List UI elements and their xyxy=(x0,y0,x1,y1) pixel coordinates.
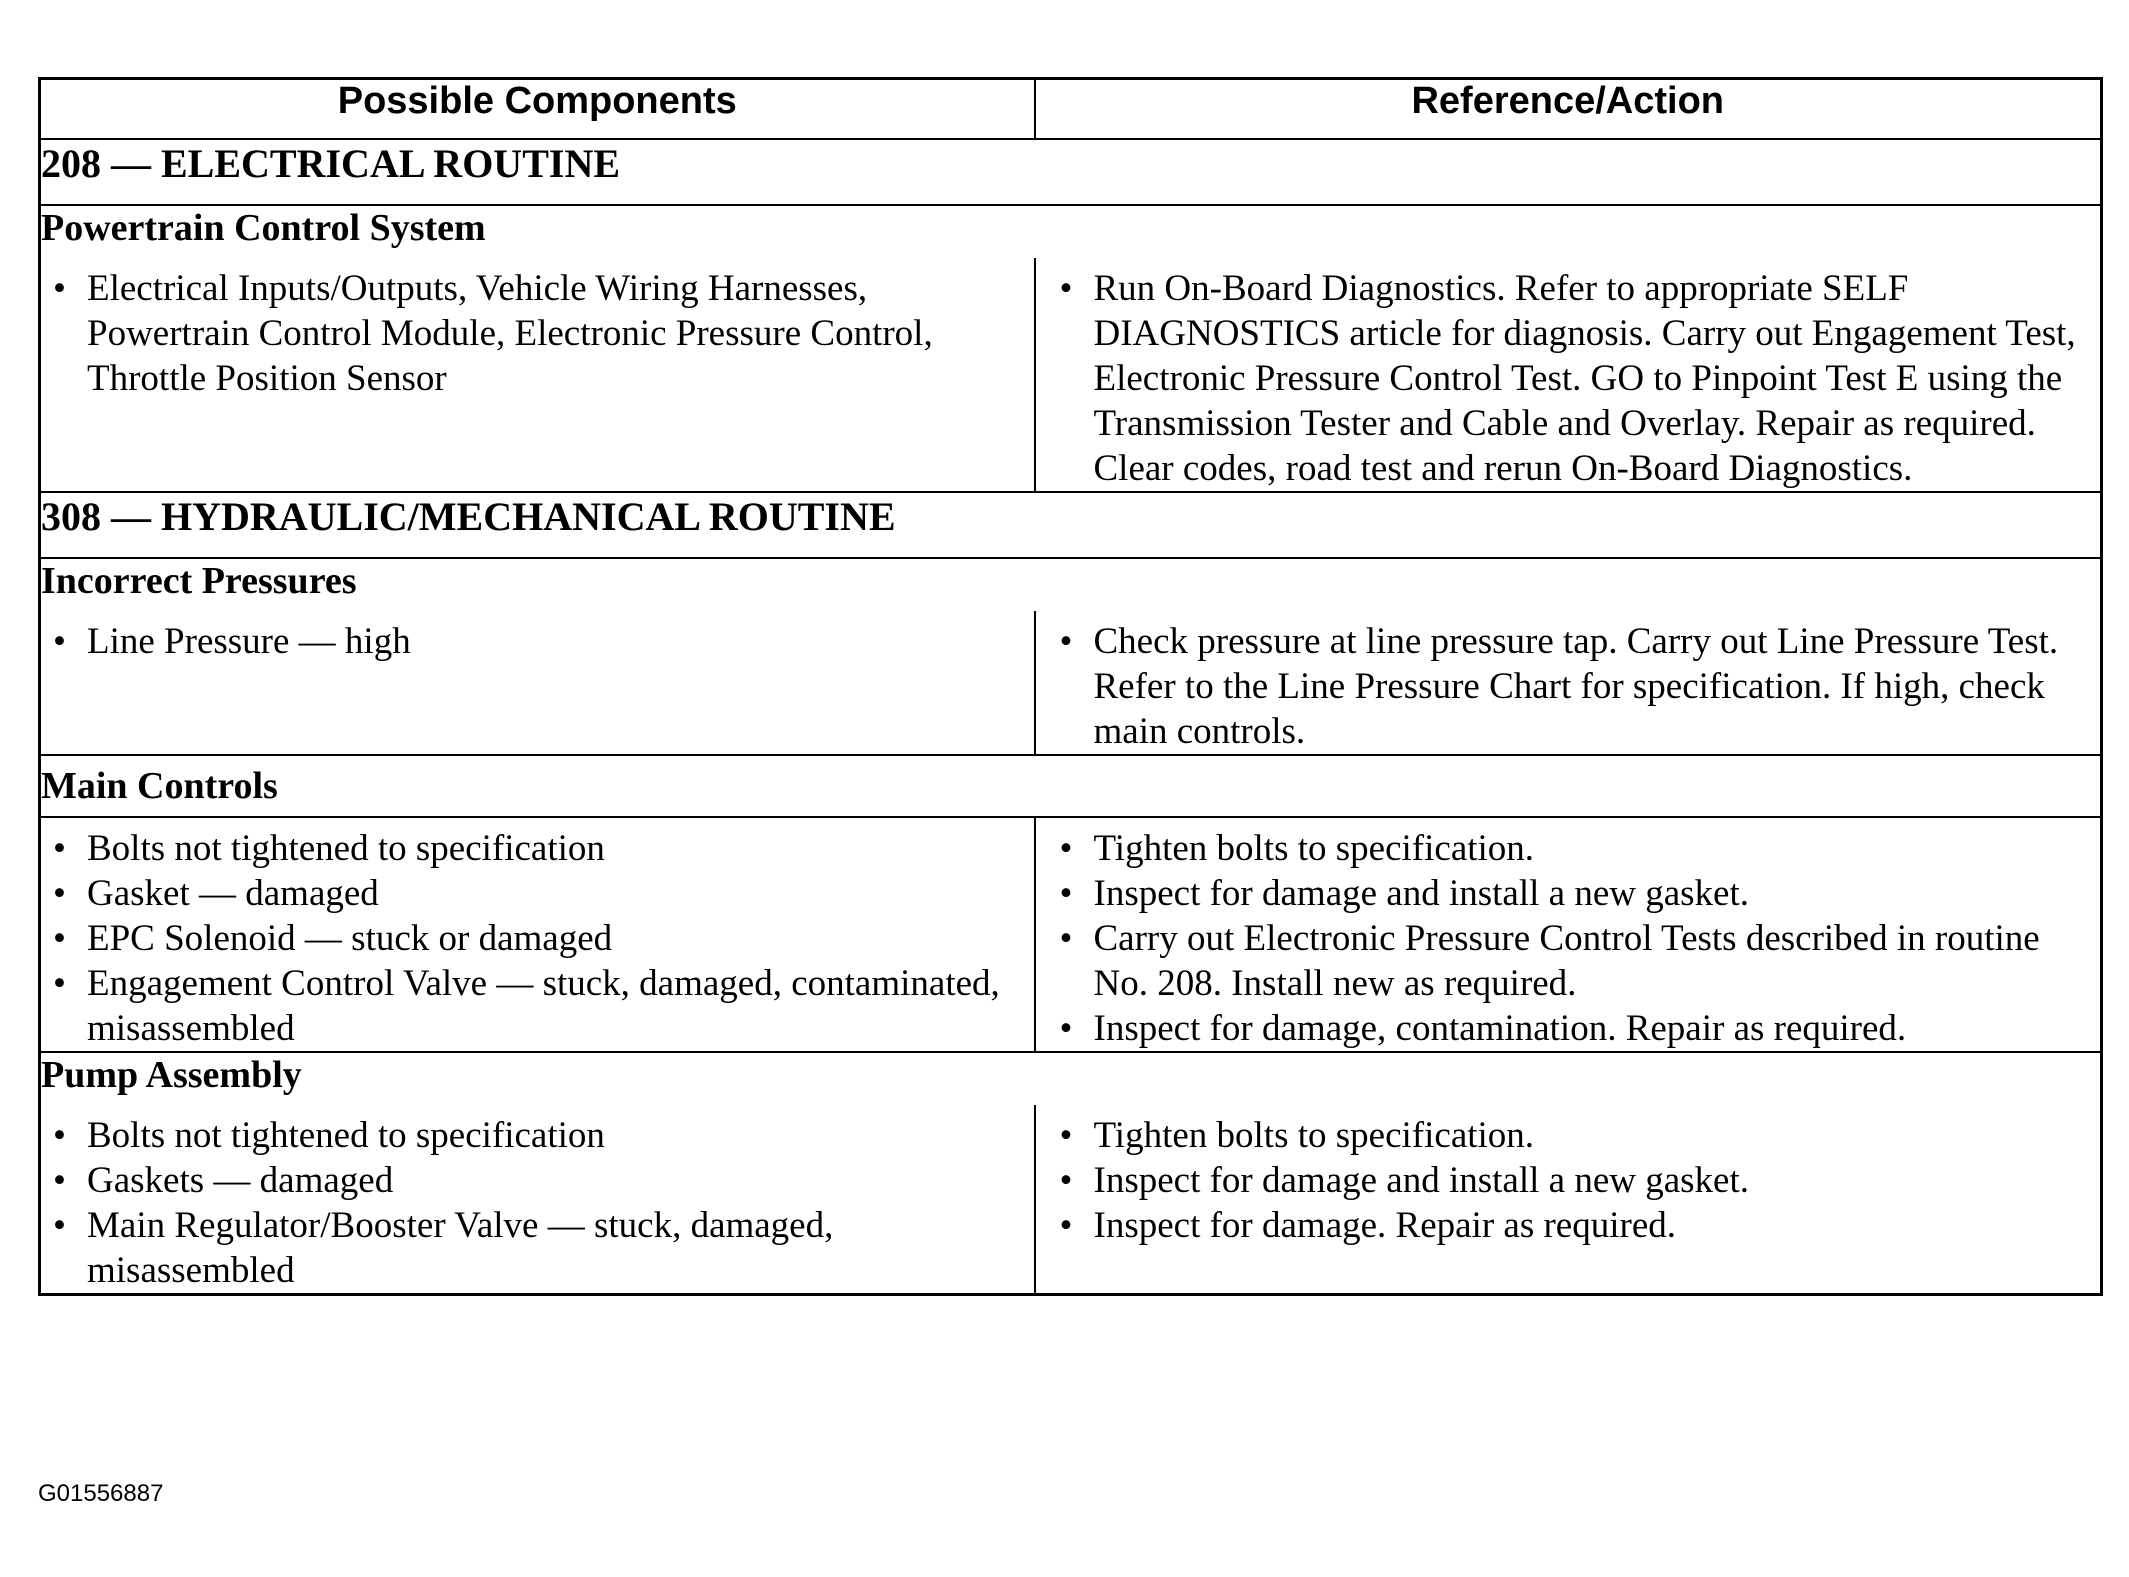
actions-cell xyxy=(1035,611,2102,755)
section-title: Incorrect Pressures xyxy=(41,560,357,602)
table-header-row xyxy=(40,79,2102,140)
actions-cell xyxy=(1035,258,2102,492)
component-text: EPC Solenoid — stuck or damaged xyxy=(87,918,613,959)
list-item xyxy=(53,871,1024,916)
section-row-powertrain-control-system xyxy=(40,205,2102,258)
bullet-icon: • xyxy=(53,828,66,869)
diagnosis-table xyxy=(38,77,2103,1296)
bullet-icon: • xyxy=(53,873,66,914)
section-title: Pump Assembly xyxy=(41,1054,302,1096)
diagnosis-page xyxy=(38,77,2100,1296)
list-item xyxy=(53,619,1024,664)
bullet-icon: • xyxy=(53,918,66,959)
action-text: Tighten bolts to specification. xyxy=(1093,1115,1535,1156)
component-text: Engagement Control Valve — stuck, damaged, contaminated, misassembled xyxy=(87,963,1000,1049)
section-body-incorrect-pressures xyxy=(40,611,2102,755)
action-text: Tighten bolts to specification. xyxy=(1093,828,1535,869)
bullet-icon: • xyxy=(1059,828,1073,869)
routine-row-electrical xyxy=(40,139,2102,205)
list-item xyxy=(1060,871,2091,916)
components-list xyxy=(41,1105,1034,1293)
action-text: Inspect for damage, contamination. Repair as required. xyxy=(1093,1008,1907,1049)
components-list xyxy=(41,818,1034,1051)
bullet-icon: • xyxy=(1059,1205,1073,1246)
column-header-reference-action: Reference/Action xyxy=(1035,79,2102,140)
bullet-icon: • xyxy=(53,621,66,662)
bullet-icon: • xyxy=(1059,918,1073,959)
component-text: Electrical Inputs/Outputs, Vehicle Wiring Harnesses, Powertrain Control Module, Electronic Pressure Control, Throttle Position Sensor xyxy=(87,268,933,399)
column-header-components: Possible Components xyxy=(40,79,1035,140)
bullet-icon: • xyxy=(1059,268,1073,309)
routine-title: 208 — ELECTRICAL ROUTINE xyxy=(40,139,2102,205)
actions-list xyxy=(1036,818,2101,1051)
list-item xyxy=(1060,1203,2091,1248)
list-item xyxy=(1060,619,2091,754)
components-cell xyxy=(40,258,1035,492)
section-body-main-controls xyxy=(40,817,2102,1052)
bullet-icon: • xyxy=(53,1160,66,1201)
list-item xyxy=(53,1113,1024,1158)
bullet-icon: • xyxy=(1059,621,1073,662)
section-title: Main Controls xyxy=(40,755,2102,817)
components-list xyxy=(41,611,1034,664)
actions-cell xyxy=(1035,1105,2102,1295)
list-item xyxy=(53,916,1024,961)
list-item xyxy=(1060,1113,2091,1158)
bullet-icon: • xyxy=(53,268,66,309)
bullet-icon: • xyxy=(1059,1160,1073,1201)
list-item xyxy=(1060,1006,2091,1051)
components-cell xyxy=(40,817,1035,1052)
components-cell xyxy=(40,611,1035,755)
action-text: Check pressure at line pressure tap. Carry out Line Pressure Test. Refer to the Line Pressure Chart for specification. If high, check main controls. xyxy=(1093,621,2059,752)
actions-list xyxy=(1036,1105,2101,1248)
components-cell xyxy=(40,1105,1035,1295)
component-text: Bolts not tightened to specification xyxy=(87,1115,605,1156)
list-item xyxy=(53,1158,1024,1203)
list-item xyxy=(53,826,1024,871)
list-item xyxy=(1060,1158,2091,1203)
bullet-icon: • xyxy=(1059,1115,1073,1156)
list-item xyxy=(1060,266,2091,491)
actions-cell xyxy=(1035,817,2102,1052)
action-text: Inspect for damage and install a new gasket. xyxy=(1093,1160,1749,1201)
list-item xyxy=(53,961,1024,1051)
bullet-icon: • xyxy=(1059,1008,1073,1049)
actions-list xyxy=(1036,611,2101,754)
bullet-icon: • xyxy=(53,1205,66,1246)
action-text: Inspect for damage. Repair as required. xyxy=(1093,1205,1676,1246)
actions-list xyxy=(1036,258,2101,491)
section-row-incorrect-pressures xyxy=(40,558,2102,611)
section-title: Powertrain Control System xyxy=(41,207,486,249)
component-text: Main Regulator/Booster Valve — stuck, damaged, misassembled xyxy=(87,1205,834,1291)
figure-id: G01556887 xyxy=(38,1480,164,1507)
section-row-main-controls xyxy=(40,755,2102,817)
action-text: Inspect for damage and install a new gasket. xyxy=(1093,873,1749,914)
routine-row-hydraulic-mechanical xyxy=(40,492,2102,558)
action-text: Carry out Electronic Pressure Control Tests described in routine No. 208. Install new as required. xyxy=(1093,918,2040,1004)
components-list xyxy=(41,258,1034,401)
component-text: Gaskets — damaged xyxy=(87,1160,394,1201)
section-body-pump-assembly xyxy=(40,1105,2102,1295)
bullet-icon: • xyxy=(1059,873,1073,914)
routine-title: 308 — HYDRAULIC/MECHANICAL ROUTINE xyxy=(40,492,2102,558)
action-text: Run On-Board Diagnostics. Refer to appropriate SELF DIAGNOSTICS article for diagnosis. Carry out Engagement Test, Electronic Pressure Control Test. GO to Pinpoint Test E using the Transmission Tester and Cable and Overlay. Repair as required. Clear codes, road test and rerun On-Board Diagnostics. xyxy=(1093,268,2076,489)
component-text: Line Pressure — high xyxy=(87,621,411,662)
bullet-icon: • xyxy=(53,1115,66,1156)
list-item xyxy=(53,266,1024,401)
section-row-pump-assembly xyxy=(40,1052,2102,1105)
list-item xyxy=(1060,916,2091,1006)
list-item xyxy=(1060,826,2091,871)
component-text: Bolts not tightened to specification xyxy=(87,828,605,869)
bullet-icon: • xyxy=(53,963,66,1004)
component-text: Gasket — damaged xyxy=(87,873,379,914)
section-body-powertrain-control-system xyxy=(40,258,2102,492)
list-item xyxy=(53,1203,1024,1293)
